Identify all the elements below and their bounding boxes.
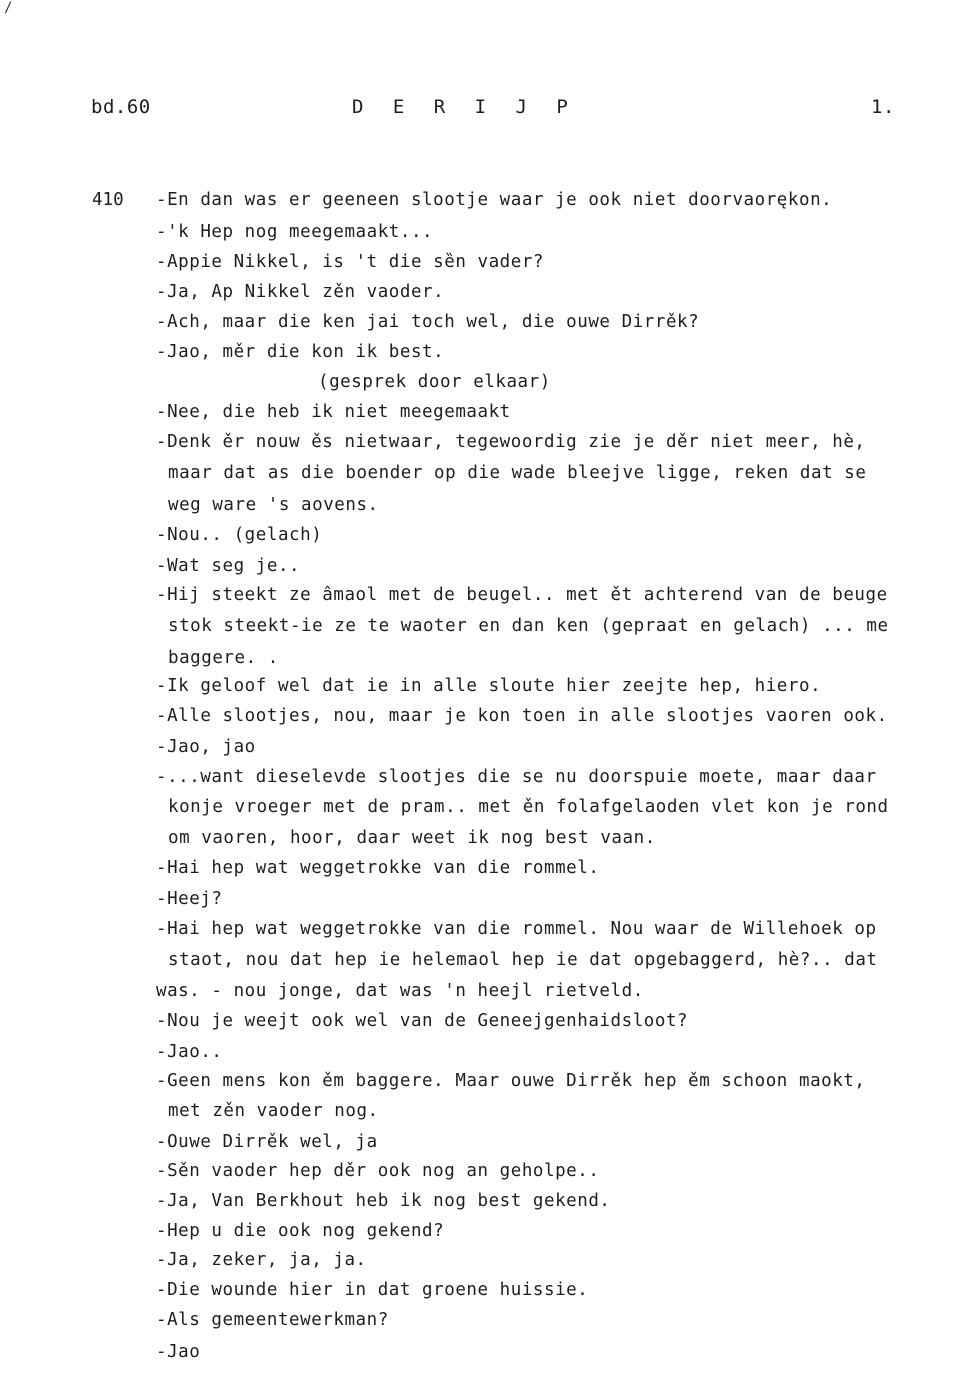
transcript-line: -Die wounde hier in dat groene huissie. xyxy=(156,1280,589,1300)
transcript-line: -Hai hep wat weggetrokke van die rommel. Nou waar de Willehoek op xyxy=(156,919,877,939)
transcript-line: -Nou.. (gelach) xyxy=(156,525,323,545)
transcript-line: -Ouwe Dirrěk wel, ja xyxy=(156,1132,378,1152)
document-reference: bd.60 xyxy=(91,96,151,118)
page-number: 1. xyxy=(871,96,895,118)
transcript-line: -Appie Nikkel, is 't die sȅn vader? xyxy=(156,252,545,272)
transcript-line: met zěn vaoder nog. xyxy=(168,1101,379,1121)
line-number: 410 xyxy=(92,190,124,210)
transcript-line: -Hij steekt ze âmaol met de beugel.. met ět achterend van de beuge xyxy=(156,585,888,605)
transcript-line: -Ja, Van Berkhout heb ik nog best gekend. xyxy=(156,1191,611,1211)
transcript-line: -Ja, Ap Nikkel zěn vaoder. xyxy=(156,282,445,302)
stray-mark: / xyxy=(4,0,13,16)
transcript-line: -Ik geloof wel dat ie in alle sloute hier zeejte hep, hiero. xyxy=(156,676,822,696)
transcript-line: staot, nou dat hep ie helemaol hep ie dat opgebaggerd, hè?.. dat xyxy=(168,950,878,970)
transcript-line: stok steekt-ie ze te waoter en dan ken (gepraat en gelach) ... me xyxy=(168,616,889,636)
transcript-line: -Denk ěr nouw ěs nietwaar, tegewoordig zie je děr niet meer, hè, xyxy=(156,432,866,452)
transcript-line: -Jao, jao xyxy=(156,737,256,757)
transcript-line: weg ware 's aovens. xyxy=(168,495,379,515)
transcript-line: -Jao xyxy=(156,1342,201,1362)
transcript-line: -Alle slootjes, nou, maar je kon toen in alle slootjes vaoren ook. xyxy=(156,706,888,726)
transcript-line: -Hep u die ook nog gekend? xyxy=(156,1221,445,1241)
transcript-line: -Heej? xyxy=(156,889,223,909)
transcript-line: -Wat seg je.. xyxy=(156,556,301,576)
transcript-line: -En dan was er geeneen slootje waar je ook niet doorvaorękon. xyxy=(156,190,833,210)
transcript-line: konje vroeger met de pram.. met ěn folafgelaoden vlet kon je rond xyxy=(168,797,889,817)
transcript-line: -Sěn vaoder hep děr ook nog an geholpe.. xyxy=(156,1161,600,1181)
transcript-line: -...want dieselevde slootjes die se nu doorspuie moete, maar daar xyxy=(156,767,877,787)
transcript-line: -Nee, die heb ik niet meegemaakt xyxy=(156,402,511,422)
transcript-line: -Jao, měr die kon ik best. xyxy=(156,342,445,362)
transcript-line: maar dat as die boender op die wade bleejve ligge, reken dat se xyxy=(168,463,867,483)
transcript-line: -Nou je weejt ook wel van de Geneejgenhaidsloot? xyxy=(156,1011,689,1031)
transcript-line: -'k Hep nog meegemaakt... xyxy=(156,222,434,242)
page-title: D E R I J P xyxy=(352,96,577,118)
transcript-line: -Ja, zeker, ja, ja. xyxy=(156,1250,367,1270)
transcript-line: (gesprek door elkaar) xyxy=(318,372,551,392)
transcript-line: -Hai hep wat weggetrokke van die rommel. xyxy=(156,858,600,878)
transcript-line: -Ach, maar die ken jai toch wel, die ouwe Dirrěk? xyxy=(156,312,700,332)
transcript-line: -Jao.. xyxy=(156,1042,223,1062)
transcript-line: -Als gemeentewerkman? xyxy=(156,1310,389,1330)
transcript-line: was. - nou jonge, dat was 'n heejl rietveld. xyxy=(156,981,644,1001)
transcript-line: -Geen mens kon ěm baggere. Maar ouwe Dirrěk hep ěm schoon maokt, xyxy=(156,1071,866,1091)
transcript-line: baggere. . xyxy=(168,648,279,668)
transcript-line: om vaoren, hoor, daar weet ik nog best vaan. xyxy=(168,828,656,848)
